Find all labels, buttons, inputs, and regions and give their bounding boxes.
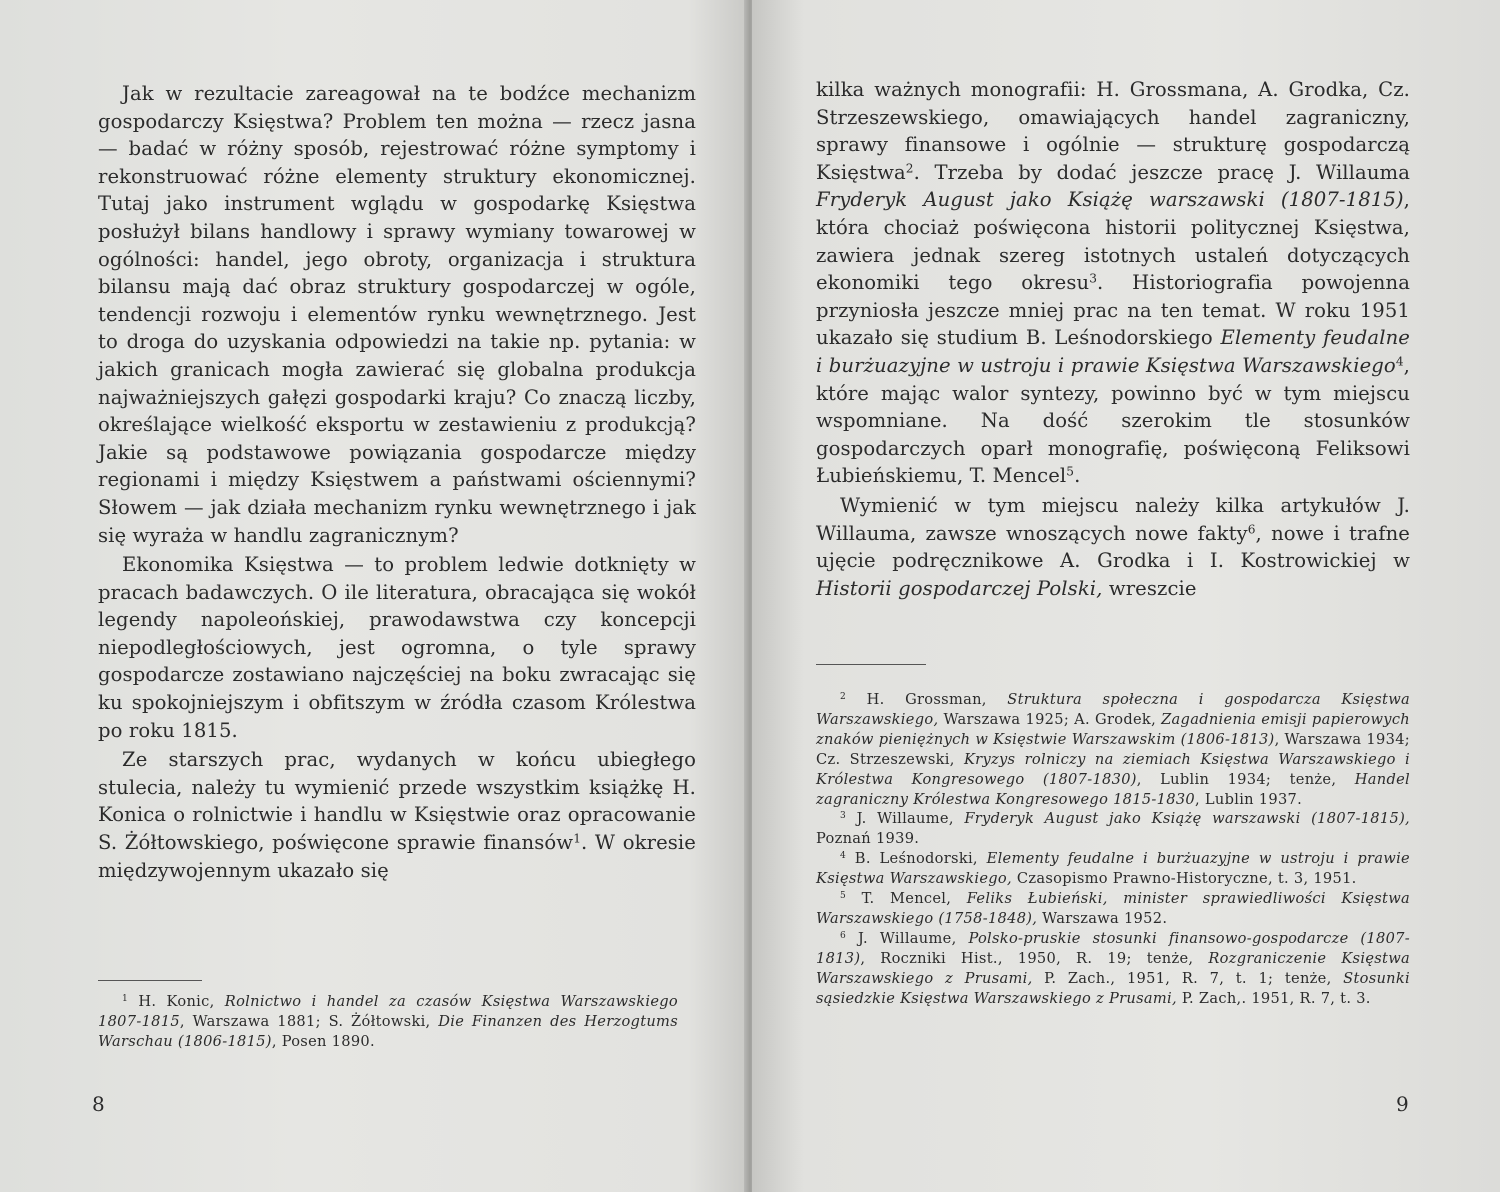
footnote (816, 809, 1410, 849)
paragraph-text: , które mając walor syntezy, powinno być w tym miejscu wspomniane. Na dość szerokim tle stosunków gospodarczych oparł monografię, poświęconą Feliksowi Łubieńskiemu, T. Mencel (816, 353, 1410, 488)
footnote-ref: 2 (905, 161, 914, 176)
footnote-title: Fryderyk August jako Książę warszawski (1807-1815), (964, 810, 1410, 828)
footnote-ref: 3 (1089, 271, 1098, 286)
footnote-title: Die Finanzen des Herzogtums Warschau (1806-1815) (98, 1012, 678, 1050)
footnote-number: 5 (840, 891, 847, 902)
footnote-text: Czasopismo Prawno-Historyczne, t. 3, 1951. (1011, 870, 1357, 888)
footnote-title: Zagadnienia emisji papierowych znaków pieniężnych w Księstwie Warszawskim (1806-1813) (816, 710, 1410, 748)
footnote-text: , Posen 1890. (271, 1032, 375, 1050)
footnote-ref: 1 (573, 831, 582, 846)
footnote-text: Warszawa 1925; A. Grodek, (938, 710, 1162, 728)
book-title: Fryderyk August jako Książę warszawski (1807-1815) (816, 188, 1404, 212)
book-title: Historii gospodarczej Polski, (816, 576, 1103, 600)
footnote-title: Stosunki sąsiedzkie Księstwa Warszawskiego z Prusami, (816, 969, 1410, 1007)
footnote-title: Struktura społeczna i gospodarcza Księstwa Warszawskiego, (816, 691, 1410, 728)
left-page (0, 0, 748, 1192)
footnote-text: T. Mencel, (846, 890, 967, 908)
footnote-text: P. Zach., 1951, R. 7, t. 1; tenże, (1032, 969, 1344, 987)
right-footnotes (816, 690, 1410, 1009)
footnote-text: , Warszawa 1934; Cz. Strzeszewski, (816, 730, 1410, 768)
paragraph (816, 492, 1410, 602)
footnote-text: Warszawa 1952. (1037, 909, 1168, 927)
footnote-text: , Lublin 1934; tenże, (1136, 770, 1355, 788)
footnote (816, 849, 1410, 889)
footnote-ref: 6 (1247, 521, 1256, 536)
page-number: 9 (1396, 1092, 1409, 1116)
footnote (816, 889, 1410, 929)
footnote-text: , Warszawa 1881; S. Żółtowski, (179, 1012, 439, 1030)
paragraph-text: . (1074, 464, 1081, 488)
footnote-title: Polsko-pruskie stosunki finansowo-gospodarcze (1807-1813) (816, 929, 1410, 967)
paragraph-text: Wymienić w tym miejscu należy kilka artykułów J. Willauma, zawsze wnoszących nowe fakty (816, 493, 1410, 545)
footnote-title: Handel zagraniczny Królestwa Kongresowego 1815-1830 (816, 770, 1410, 808)
footnote (816, 690, 1410, 809)
paragraph (816, 76, 1410, 490)
footnote-rule (816, 664, 926, 665)
footnote-number: 1 (122, 994, 129, 1005)
footnote-text: H. Konic, (128, 993, 225, 1010)
left-footnotes (98, 992, 678, 1052)
book-title: Elementy feudalne i burżuazyjne w ustroju i prawie Księstwa Warszawskiego (816, 326, 1410, 377)
footnote-ref: 5 (1066, 464, 1075, 479)
footnote-text: J. Willaume, (846, 810, 965, 828)
right-body-text (816, 76, 1410, 602)
footnote-rule (98, 980, 202, 981)
page-number: 8 (92, 1092, 105, 1116)
footnote-text: , Lublin 1937. (1195, 790, 1303, 808)
footnote-text: P. Zach,. 1951, R. 7, t. 3. (1176, 989, 1371, 1007)
paragraph-text: Ze starszych prac, wydanych w końcu ubiegłego stulecia, należy tu wymienić przede wszystkim książkę H. Konica o rolnictwie i handlu w Księstwie oraz opracowanie S. Żółtowskiego, poświęcone sprawie finansów (98, 748, 696, 855)
paragraph: Ekonomika Księstwa — to problem ledwie dotknięty w pracach badawczych. O ile literatura, obracająca się wokół legendy napoleońskiej, prawodawstwa czy koncepcji niepodległościowych, jest ogromna, o tyle sprawy gospodarcze zostawiano najczęściej na boku zwracając się ku spokojniejszym i obfitszym w źródła czasom Królestwa po roku 1815. (98, 553, 696, 742)
footnote-text: Poznań 1939. (816, 830, 920, 848)
paragraph-text: . Trzeba by dodać jeszcze pracę J. Willauma (913, 160, 1410, 184)
paragraph-text: . W okresie międzywojennym ukazało się (98, 831, 696, 882)
footnote-text: J. Willaume, (846, 929, 969, 947)
paragraph-text: . Historiografia powojenna przyniosła jeszcze mniej prac na ten temat. W roku 1951 ukazało się studium B. Leśnodorskiego (816, 271, 1410, 350)
footnote-title: Feliks Łubieński, minister sprawiedliwości Księstwa Warszawskiego (1758-1848), (816, 890, 1411, 927)
footnote-title: Kryzys rolniczy na ziemiach Księstwa Warszawskiego i Królestwa Kongresowego (1807-1830) (816, 750, 1410, 788)
paragraph-text: kilka ważnych monografii: H. Grossmana, A. Grodka, Cz. Strzeszewskiego, omawiających handel zagraniczny, sprawy finansowe i ogólnie — strukturę gospodarczą Księstwa (816, 78, 1410, 184)
right-page (752, 0, 1500, 1192)
footnote (98, 992, 678, 1052)
footnote-title: Rozgraniczenie Księstwa Warszawskiego z Prusami, (816, 949, 1410, 987)
footnote (816, 929, 1410, 1009)
footnote-title: Elementy feudalne i burżuazyjne w ustroju i prawie Księstwa Warszawskiego, (816, 850, 1410, 888)
paragraph (98, 746, 696, 884)
footnote-number: 3 (840, 811, 847, 822)
paragraph-text: , która chociaż poświęcona historii politycznej Księstwa, zawiera jednak szereg istotnych ustaleń dotyczących ekonomiki tego okresu (816, 188, 1410, 295)
paragraph-text: , nowe i trafne ujęcie podręcznikowe A. Grodka i I. Kostrowickiej w (816, 521, 1410, 573)
footnote-text: B. Leśnodorski, (846, 850, 987, 868)
footnote-number: 6 (840, 930, 847, 941)
footnote-number: 4 (840, 851, 847, 862)
footnote-text: H. Grossman, (846, 691, 1008, 708)
footnote-title: Rolnictwo i handel za czasów Księstwa Warszawskiego 1807-1815 (98, 993, 678, 1030)
footnote-ref: 4 (1395, 354, 1404, 369)
paragraph: Jak w rezultacie zareagował na te bodźce mechanizm gospodarczy Księstwa? Problem ten można — rzecz jasna — badać w różny sposób, rejestrować różne symptomy i rekonstruować różne elementy struktury ekonomicznej. Tutaj jako instrument wglądu w gospodarkę Księstwa posłużył bilans handlowy i sprawy wymiany towarowej w ogólności: handel, jego obroty, organizacja i struktura bilansu mają dać obraz struktury gospodarczej w ogóle, tendencji rozwoju i elementów rynku wewnętrznego. Jest to droga do uzyskania odpowiedzi na takie np. pytania: w jakich granicach mogła zawierać się globalna produkcja najważniejszych gałęzi gospodarki kraju? Co znaczą liczby, określające wielkość eksportu w zestawieniu z produkcją? Jakie są podstawowe powiązania gospodarcze między regionami i między Księstwem a państwami ościennymi? Słowem — jak działa mechanizm rynku wewnętrznego i jak się wyraża w handlu zagranicznym? (98, 82, 696, 547)
footnote-number: 2 (840, 692, 847, 703)
footnote-text: , Roczniki Hist., 1950, R. 19; tenże, (860, 949, 1209, 967)
left-body-text (98, 80, 696, 884)
paragraph-text: wreszcie (1102, 576, 1197, 600)
